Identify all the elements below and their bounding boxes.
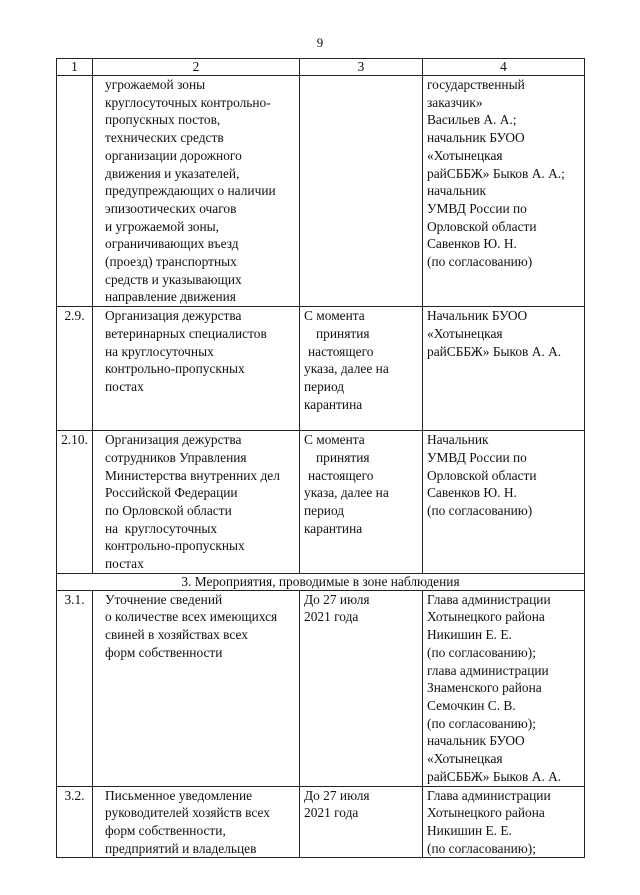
measure-cell	[93, 76, 300, 307]
table-row	[57, 786, 585, 858]
table-row	[57, 590, 585, 786]
responsible-cell	[423, 590, 585, 786]
text-line: «Хотынецкая	[427, 147, 503, 163]
text-line: Васильев А. А.;	[427, 112, 517, 128]
text-line: Российской Федерации	[105, 485, 238, 501]
text-line: предупреждающих о наличии	[105, 183, 276, 199]
row-number	[57, 76, 93, 307]
text-line: движения и указателей,	[105, 165, 240, 181]
table-header-row	[57, 59, 585, 76]
text-line: руководителей хозяйств всех	[105, 805, 270, 821]
text-line: (по согласованию);	[427, 840, 536, 856]
measure-cell	[93, 590, 300, 786]
text-line: средств и указывающих	[105, 271, 242, 287]
text-line: Орловской области	[427, 467, 537, 483]
text-line: (по согласованию);	[427, 644, 536, 660]
text-line: период	[304, 378, 345, 394]
text-line: УМВД России по	[427, 449, 527, 465]
text-line: глава администрации	[427, 662, 549, 678]
page-number: 9	[316, 35, 324, 50]
text-line: принятия	[316, 325, 370, 341]
text-line: (по согласованию);	[427, 715, 536, 731]
text-line: (проезд) транспортных	[105, 254, 237, 270]
row-number: 3.1.	[57, 590, 93, 786]
responsible-cell	[423, 786, 585, 858]
text-line: государственный	[427, 77, 525, 92]
text-line: Хотынецкого района	[427, 805, 545, 821]
text-line: по Орловской области	[105, 502, 232, 518]
responsible-cell	[423, 76, 585, 307]
text-line: контрольно-пропускных	[105, 361, 245, 377]
text-line: райСББЖ» Быков А. А.	[427, 768, 562, 784]
text-line: Савенков Ю. Н.	[427, 485, 517, 501]
text-line: До 27 июля	[304, 787, 370, 803]
text-line: Знаменского района	[427, 680, 542, 696]
measure-cell	[93, 431, 300, 574]
header-col-2: 2	[93, 59, 300, 76]
text-line: настоящего	[308, 343, 374, 359]
text-line: форм собственности	[105, 644, 223, 660]
text-line: (по согласованию)	[427, 254, 533, 270]
measure-cell	[93, 307, 300, 431]
deadline-cell	[300, 431, 423, 574]
text-line: принятия	[316, 449, 370, 465]
text-line: указа, далее на	[304, 361, 389, 377]
text-line: Никишин Е. Е.	[427, 627, 512, 643]
row-number: 2.9.	[57, 307, 93, 431]
text-line: предприятий и владельцев	[105, 840, 257, 856]
text-line: Письменное уведомление	[105, 787, 253, 803]
text-line: УМВД России по	[427, 200, 527, 216]
text-line: на круглосуточных	[105, 520, 218, 536]
text-line: начальник БУОО	[427, 130, 525, 146]
deadline-cell	[300, 307, 423, 431]
header-col-4: 4	[423, 59, 585, 76]
header-col-3: 3	[300, 59, 423, 76]
measures-table	[56, 58, 585, 858]
text-line: и угрожаемой зоны,	[105, 218, 219, 234]
text-line: заказчик»	[427, 94, 483, 110]
text-line: форм собственности,	[105, 822, 226, 838]
text-line: 2021 года	[304, 805, 359, 821]
table-row	[57, 307, 585, 431]
text-line: угрожаемой зоны	[105, 77, 206, 92]
text-line: Организация дежурства	[105, 432, 242, 448]
text-line: ограничивающих въезд	[105, 236, 239, 252]
header-col-1: 1	[57, 59, 93, 76]
text-line: ветеринарных специалистов	[105, 325, 267, 341]
measure-cell	[93, 786, 300, 858]
text-line: технических средств	[105, 130, 224, 146]
text-line: райСББЖ» Быков А. А.;	[427, 165, 565, 181]
text-line: о количестве всех имеющихся	[105, 609, 278, 625]
text-line: Уточнение сведений	[105, 591, 223, 607]
text-line: Хотынецкого района	[427, 609, 545, 625]
responsible-cell	[423, 431, 585, 574]
section-heading: 3. Мероприятия, проводимые в зоне наблюдения	[57, 573, 585, 590]
text-line: начальник	[427, 183, 486, 199]
text-line: указа, далее на	[304, 485, 389, 501]
text-line: С момента	[304, 432, 365, 448]
text-line: период	[304, 502, 345, 518]
text-line: постах	[105, 378, 144, 394]
text-line: «Хотынецкая	[427, 751, 503, 767]
text-line: Глава администрации	[427, 591, 551, 607]
text-line: 2021 года	[304, 609, 359, 625]
text-line: Начальник БУОО	[427, 308, 528, 324]
text-line: карантина	[304, 520, 363, 536]
deadline-cell	[300, 76, 423, 307]
text-line: пропускных постов,	[105, 112, 221, 128]
text-line: сотрудников Управления	[105, 449, 247, 465]
text-line: эпизоотических очагов	[105, 200, 237, 216]
row-number: 3.2.	[57, 786, 93, 858]
text-line: настоящего	[308, 467, 374, 483]
table-row	[57, 76, 585, 307]
responsible-cell	[423, 307, 585, 431]
text-line: Семочкин С. В.	[427, 697, 516, 713]
text-line: организации дорожного	[105, 147, 242, 163]
text-line: Орловской области	[427, 218, 537, 234]
text-line: райСББЖ» Быков А. А.	[427, 343, 562, 359]
text-line: круглосуточных контрольно-	[105, 94, 271, 110]
deadline-cell	[300, 786, 423, 858]
text-line: До 27 июля	[304, 591, 370, 607]
text-line: Начальник	[427, 432, 489, 448]
text-line: «Хотынецкая	[427, 325, 503, 341]
text-line: Министерства внутренних дел	[105, 467, 280, 483]
text-line: начальник БУОО	[427, 733, 525, 749]
text-line: Никишин Е. Е.	[427, 822, 512, 838]
text-line: постах	[105, 556, 144, 572]
row-number: 2.10.	[57, 431, 93, 574]
text-line: С момента	[304, 308, 365, 324]
text-line: карантина	[304, 396, 363, 412]
text-line: Глава администрации	[427, 787, 551, 803]
text-line: контрольно-пропускных	[105, 538, 245, 554]
deadline-cell	[300, 590, 423, 786]
table-row	[57, 431, 585, 574]
text-line: Савенков Ю. Н.	[427, 236, 517, 252]
text-line: на круглосуточных	[105, 343, 214, 359]
text-line: (по согласованию)	[427, 502, 533, 518]
text-line: направление движения	[105, 289, 236, 305]
text-line: Организация дежурства	[105, 308, 242, 324]
text-line: свиней в хозяйствах всех	[105, 627, 248, 643]
section-row	[57, 573, 585, 590]
